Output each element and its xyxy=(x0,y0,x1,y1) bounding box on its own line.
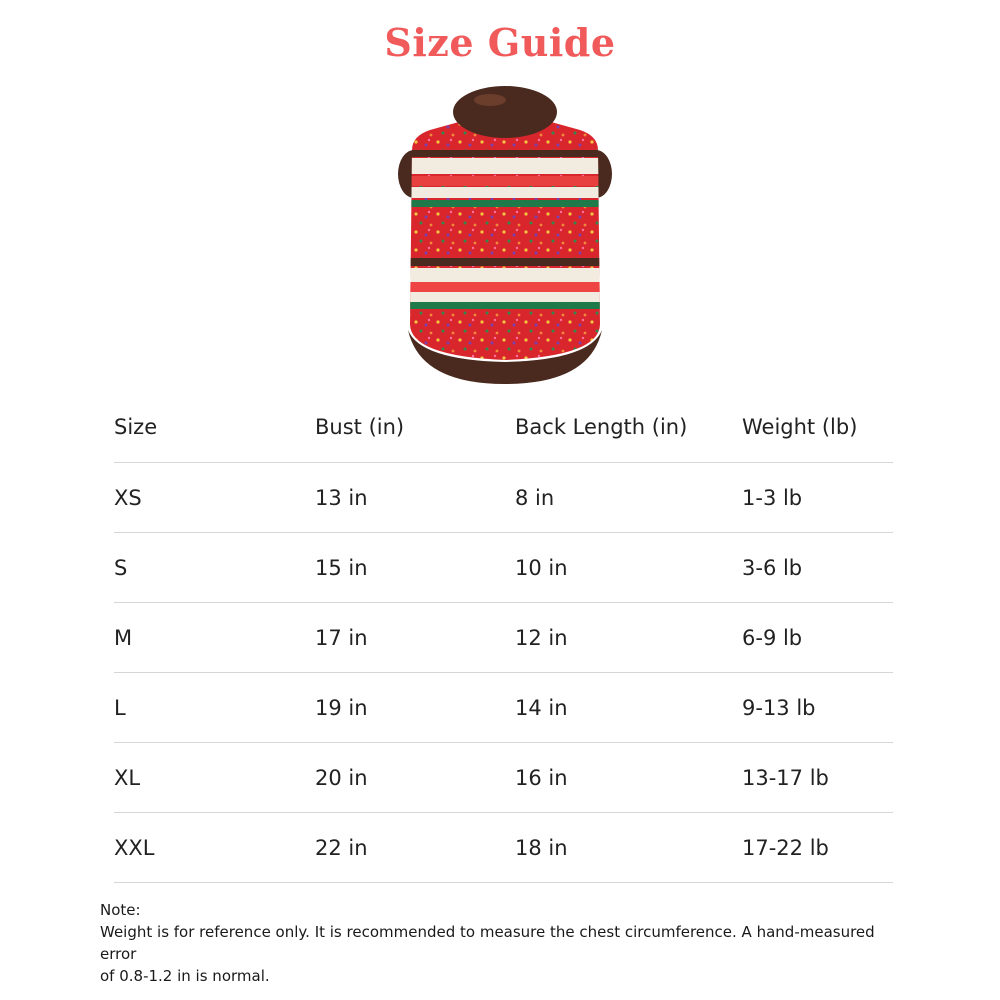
cell-bust: 20 in xyxy=(315,743,515,813)
cell-bust: 13 in xyxy=(315,463,515,533)
note-label: Note: xyxy=(100,901,141,919)
table-row xyxy=(114,813,893,883)
cell-back-length: 10 in xyxy=(515,533,742,603)
cell-back-length: 8 in xyxy=(515,463,742,533)
cell-weight: 17-22 lb xyxy=(742,813,893,883)
header-size: Size xyxy=(114,392,315,463)
size-table xyxy=(114,392,893,883)
header-bust: Bust (in) xyxy=(315,392,515,463)
cell-size: XL xyxy=(114,743,315,813)
cell-bust: 19 in xyxy=(315,673,515,743)
table-row xyxy=(114,673,893,743)
table-row xyxy=(114,463,893,533)
cell-back-length: 14 in xyxy=(515,673,742,743)
table-header-row xyxy=(114,392,893,463)
cell-weight: 6-9 lb xyxy=(742,603,893,673)
table-row xyxy=(114,533,893,603)
cell-back-length: 16 in xyxy=(515,743,742,813)
cell-bust: 17 in xyxy=(315,603,515,673)
note-section xyxy=(100,899,900,987)
product-image xyxy=(390,84,620,388)
cell-weight: 3-6 lb xyxy=(742,533,893,603)
note-text: Weight is for reference only. It is recommended to measure the chest circumference. A hand-measured error of 0.8-1.2 in is normal. xyxy=(100,923,875,985)
cell-weight: 13-17 lb xyxy=(742,743,893,813)
cell-size: XXL xyxy=(114,813,315,883)
cell-size: S xyxy=(114,533,315,603)
cell-weight: 1-3 lb xyxy=(742,463,893,533)
knitted-dog-sweater-image xyxy=(390,84,620,388)
cell-back-length: 12 in xyxy=(515,603,742,673)
header-back-length: Back Length (in) xyxy=(515,392,742,463)
cell-back-length: 18 in xyxy=(515,813,742,883)
table-row xyxy=(114,603,893,673)
cell-size: XS xyxy=(114,463,315,533)
cell-weight: 9-13 lb xyxy=(742,673,893,743)
table-row xyxy=(114,743,893,813)
page-title: Size Guide xyxy=(384,20,616,65)
header-weight: Weight (lb) xyxy=(742,392,893,463)
cell-bust: 22 in xyxy=(315,813,515,883)
cell-size: L xyxy=(114,673,315,743)
cell-size: M xyxy=(114,603,315,673)
cell-bust: 15 in xyxy=(315,533,515,603)
